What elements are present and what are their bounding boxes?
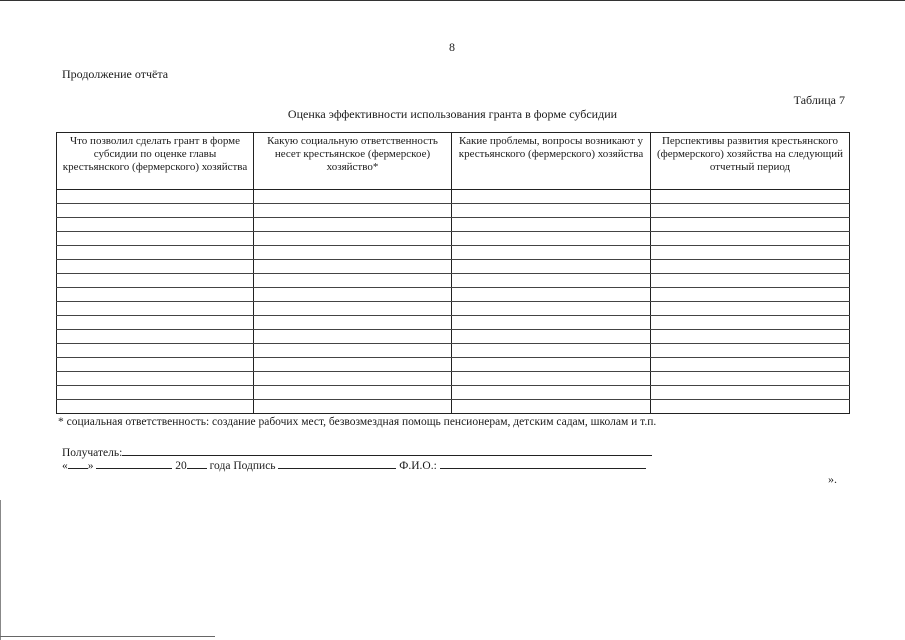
table-row [57, 288, 850, 302]
table-cell[interactable] [254, 190, 452, 204]
table-row [57, 316, 850, 330]
table-cell[interactable] [651, 246, 850, 260]
table-cell[interactable] [651, 260, 850, 274]
table-cell[interactable] [452, 190, 651, 204]
table-cell[interactable] [452, 232, 651, 246]
table-cell[interactable] [254, 344, 452, 358]
table-cell[interactable] [254, 246, 452, 260]
table-cell[interactable] [452, 302, 651, 316]
table-cell[interactable] [57, 400, 254, 414]
table-cell[interactable] [57, 204, 254, 218]
table-row [57, 302, 850, 316]
table-cell[interactable] [57, 386, 254, 400]
table-cell[interactable] [452, 288, 651, 302]
table-cell[interactable] [57, 344, 254, 358]
table-cell[interactable] [452, 316, 651, 330]
table-cell[interactable] [57, 372, 254, 386]
table-cell[interactable] [254, 288, 452, 302]
column-header-problems: Какие проблемы, вопросы возникают у крестьянского (фермерского) хозяйства [452, 133, 651, 190]
table-cell[interactable] [57, 218, 254, 232]
table-row [57, 386, 850, 400]
table-cell[interactable] [254, 316, 452, 330]
table-cell[interactable] [651, 358, 850, 372]
table-header-row [57, 133, 850, 190]
table-row [57, 218, 850, 232]
table-cell[interactable] [254, 330, 452, 344]
table-cell[interactable] [254, 260, 452, 274]
grant-evaluation-table [56, 132, 850, 414]
continuation-label: Продолжение отчёта [62, 67, 169, 81]
table-cell[interactable] [651, 344, 850, 358]
bottom-line [0, 636, 215, 637]
table-cell[interactable] [651, 316, 850, 330]
left-edge-line [0, 500, 1, 640]
table-cell[interactable] [254, 302, 452, 316]
table-row [57, 400, 850, 414]
year-prefix: 20 [175, 460, 187, 472]
table-cell[interactable] [57, 260, 254, 274]
table-cell[interactable] [651, 288, 850, 302]
table-cell[interactable] [57, 316, 254, 330]
table-cell[interactable] [452, 344, 651, 358]
table-cell[interactable] [254, 232, 452, 246]
signature-field[interactable] [278, 457, 396, 469]
table-row [57, 344, 850, 358]
table-cell[interactable] [57, 246, 254, 260]
year-word: года [209, 460, 231, 472]
table-cell[interactable] [651, 386, 850, 400]
table-cell[interactable] [57, 274, 254, 288]
table-row [57, 246, 850, 260]
table-cell[interactable] [254, 372, 452, 386]
top-border [0, 0, 905, 1]
name-label: Ф.И.О.: [399, 460, 437, 472]
table-row [57, 358, 850, 372]
table-cell[interactable] [452, 204, 651, 218]
table-cell[interactable] [254, 400, 452, 414]
table-cell[interactable] [452, 358, 651, 372]
table-cell[interactable] [57, 232, 254, 246]
table-cell[interactable] [57, 302, 254, 316]
column-header-social-responsibility: Какую социальную ответственность несет крестьянское (фермерское) хозяйство* [254, 133, 452, 190]
table-cell[interactable] [651, 274, 850, 288]
table-cell[interactable] [254, 386, 452, 400]
year-field[interactable] [187, 457, 207, 469]
closing-mark: ». [828, 472, 837, 486]
table-cell[interactable] [651, 218, 850, 232]
table-row [57, 232, 850, 246]
table-row [57, 204, 850, 218]
page-number: 8 [449, 40, 455, 54]
table-cell[interactable] [254, 218, 452, 232]
table-row [57, 190, 850, 204]
name-field[interactable] [440, 457, 646, 469]
table-cell[interactable] [452, 330, 651, 344]
table-cell[interactable] [452, 400, 651, 414]
table-cell[interactable] [254, 274, 452, 288]
table-cell[interactable] [452, 260, 651, 274]
recipient-label: Получатель: [62, 447, 123, 459]
day-field[interactable] [68, 457, 88, 469]
table-cell[interactable] [651, 400, 850, 414]
table-cell[interactable] [452, 274, 651, 288]
footnote: * социальная ответственность: создание рабочих мест, безвозмездная помощь пенсионерам, детским садам, школам и т.п. [58, 416, 657, 428]
table-cell[interactable] [452, 372, 651, 386]
table-cell[interactable] [452, 246, 651, 260]
table-cell[interactable] [57, 358, 254, 372]
quote-open: « [62, 460, 68, 472]
table-row [57, 330, 850, 344]
table-row [57, 260, 850, 274]
table-cell[interactable] [254, 358, 452, 372]
table-cell[interactable] [651, 232, 850, 246]
table-row [57, 274, 850, 288]
column-header-prospects: Перспективы развития крестьянского (фермерского) хозяйства на следующий отчетный период [651, 133, 850, 190]
table-cell[interactable] [651, 372, 850, 386]
table-label: Таблица 7 [793, 93, 845, 107]
quote-close: » [87, 460, 94, 472]
table-cell[interactable] [651, 302, 850, 316]
table-cell[interactable] [57, 288, 254, 302]
table-cell[interactable] [651, 190, 850, 204]
table-cell[interactable] [57, 330, 254, 344]
table-cell[interactable] [57, 190, 254, 204]
table-row [57, 372, 850, 386]
table-cell[interactable] [254, 204, 452, 218]
table-cell[interactable] [452, 218, 651, 232]
table-cell[interactable] [651, 330, 850, 344]
column-header-grant-results: Что позволил сделать грант в форме субсидии по оценке главы крестьянского (фермерского) хозяйства [57, 133, 254, 190]
table-cell[interactable] [651, 204, 850, 218]
signature-label: Подпись [233, 460, 276, 472]
date-signature-line [62, 457, 646, 472]
table-title: Оценка эффективности использования гранта в форме субсидии [287, 107, 618, 121]
month-field[interactable] [96, 457, 172, 469]
table-cell[interactable] [452, 386, 651, 400]
recipient-field[interactable] [122, 444, 652, 456]
